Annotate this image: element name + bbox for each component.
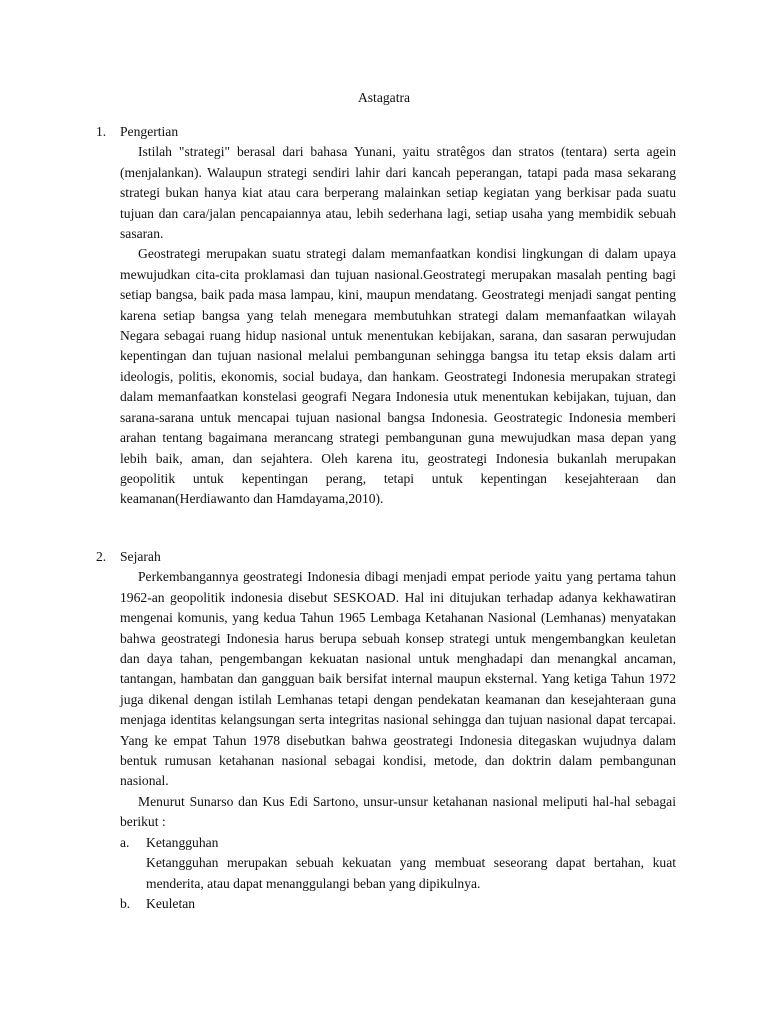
list-item-letter: b. — [120, 895, 131, 911]
section-number: 2. — [96, 549, 107, 564]
list-item-letter: a. — [120, 834, 130, 850]
section-sejarah — [96, 547, 676, 914]
section-heading — [96, 547, 676, 567]
list-item-label: Ketangguhan — [146, 834, 219, 850]
document-title: Astagatra — [357, 90, 411, 105]
section-pengertian — [96, 122, 676, 510]
section-number: 1. — [96, 124, 107, 139]
list-item-heading — [120, 894, 676, 914]
paragraph: Geostrategi merupakan suatu strategi dalam memanfaatkan kondisi lingkungan di dalam upaya mewujudkan cita-cita proklamasi dan tujuan nasional.Geostrategi merupakan masalah penting bagi setiap bangsa, baik pada masa lampau, kini, maupun mendatang. Geostrategi menjadi sangat penting karena setiap bangsa yang telah menegara membutuhkan strategi dalam memanfaatkan wilayah Negara sebagai ruang hidup nasional untuk menentukan kebijakan, sarana, dan sasaran perwujudan kepentingan dan tujuan nasional melalui pembangunan sehingga bangsa itu tetap eksis dalam arti ideologis, politis, ekonomis, social budaya, dan hankam. Geostrategi Indonesia merupakan strategi dalam memanfaatkan konstelasi geografi Negara Indonesia utuk menentukan kebijakan, tujuan, dan sarana-sarana untuk mencapai tujuan nasional bangsa Indonesia. Geostrategic Indonesia memberi arahan tentang bagaimana merancang strategi pembangunan guna mewujudkan masa depan yang lebih baik, aman, dan sejahtera. Oleh karena itu, geostrategi Indonesia bukanlah merupakan geopolitik untuk kepentingan perang, tetapi untuk kepentingan kesejahteraan dan keamanan(Herdiawanto dan Hamdayama,2010). — [120, 246, 676, 507]
list-item-text: Ketangguhan merupakan sebuah kekuatan yang membuat seseorang dapat bertahan, kuat menderita, atau dapat menanggulangi beban yang dipikulnya. — [146, 855, 676, 891]
paragraph: Perkembangannya geostrategi Indonesia dibagi menjadi empat periode yaitu yang pertama tahun 1962-an geopolitik indonesia disebut SESKOAD. Hal ini ditujukan terhadap adanya kekhawatiran mengenai komunis, yang kedua Tahun 1965 Lembaga Ketahanan Nasional (Lemhanas) menyatakan bahwa geostrategi Indonesia harus berupa sebuah konsep strategi untuk mengembangkan keuletan dan daya tahan, pengembangan kekuatan nasional untuk menghadapi dan menangkal ancaman, tantangan, hambatan dan gangguan baik bersifat internal maupun eksternal. Yang ketiga Tahun 1972 juga dikenal dengan istilah Lemhanas tetapi dengan pendekatan keamanan dan kesejahteraan guna menjaga identitas kelangsungan serta integritas nasional sehingga dan tujuan nasional dapat tercapai. Yang ke empat Tahun 1978 disebutkan bahwa geostrategi Indonesia ditegaskan wujudnya dalam bentuk rumusan ketahanan nasional sebagai kondisi, metode, dan doktrin dalam pembangunan nasional. — [120, 569, 676, 789]
list-item-heading — [120, 833, 676, 853]
section-title: Pengertian — [120, 124, 179, 139]
section-heading — [96, 122, 676, 142]
section-title: Sejarah — [120, 549, 161, 564]
paragraph: Istilah "strategi" berasal dari bahasa Yunani, yaitu stratêgos dan stratos (tentara) serta agein (menjalankan). Walaupun strategi sendiri lahir dari kancah peperangan, tatapi pada masa sekarang strategi bukan hanya kiat atau cara berperang malainkan setiap kegiatan yang berkisar pada suatu tujuan dan cara/jalan pencapaiannya atau, lebih sederhana lagi, setiap usaha yang membidik sebuah sasaran. — [120, 144, 676, 242]
list-item-label: Keuletan — [146, 895, 196, 911]
paragraph: Menurut Sunarso dan Kus Edi Sartono, unsur-unsur ketahanan nasional meliputi hal-hal sebagai berikut : — [120, 793, 676, 830]
